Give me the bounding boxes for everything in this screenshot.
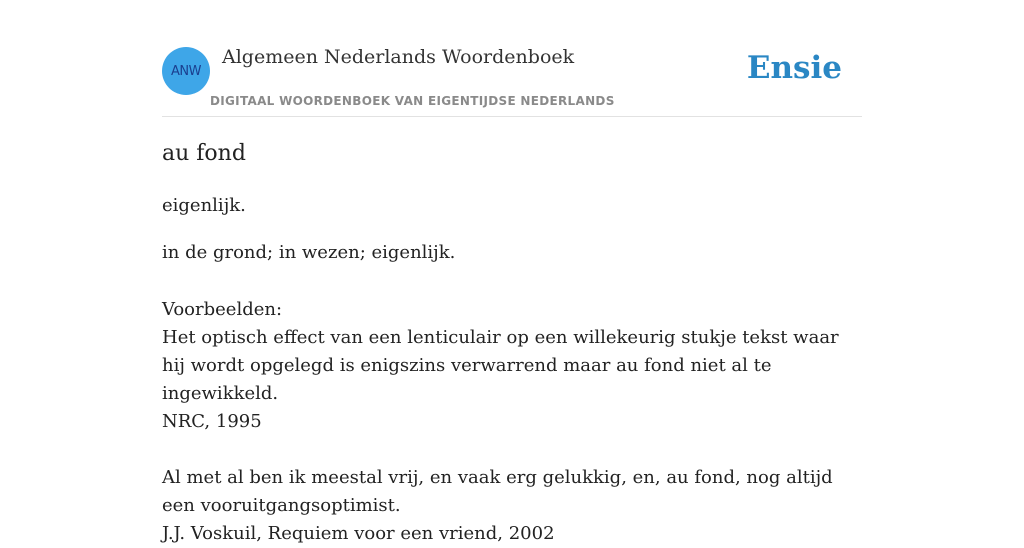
examples-heading: Voorbeelden:: [162, 299, 283, 320]
example-item: [162, 324, 862, 436]
entry-headword: au fond: [162, 141, 246, 166]
site-subtitle: DIGITAAL WOORDENBOEK VAN EIGENTIJDSE NEDERLANDS: [210, 94, 615, 108]
ensie-brand-logo[interactable]: Ensie: [746, 50, 842, 86]
anw-logo[interactable]: [162, 47, 210, 95]
examples-section: [162, 296, 862, 548]
site-title[interactable]: Algemeen Nederlands Woordenboek: [222, 46, 575, 68]
example-source: NRC, 1995: [162, 411, 262, 432]
example-text: Het optisch effect van een lenticulair op een willekeurig stukje tekst waar hij wordt opgelegd is enigszins verwarrend maar au fond niet al te ingewikkeld.: [162, 327, 839, 404]
logo-text: ANW: [171, 63, 201, 79]
example-item: [162, 464, 862, 548]
site-header: [162, 0, 862, 117]
example-source: J.J. Voskuil, Requiem voor een vriend, 2002: [162, 523, 555, 544]
entry-definition: in de grond; in wezen; eigenlijk.: [162, 242, 456, 263]
example-text: Al met al ben ik meestal vrij, en vaak erg gelukkig, en, au fond, nog altijd een vooruitgangsoptimist.: [162, 467, 833, 516]
page-container: [162, 0, 862, 544]
entry-sense-label: eigenlijk.: [162, 195, 246, 216]
